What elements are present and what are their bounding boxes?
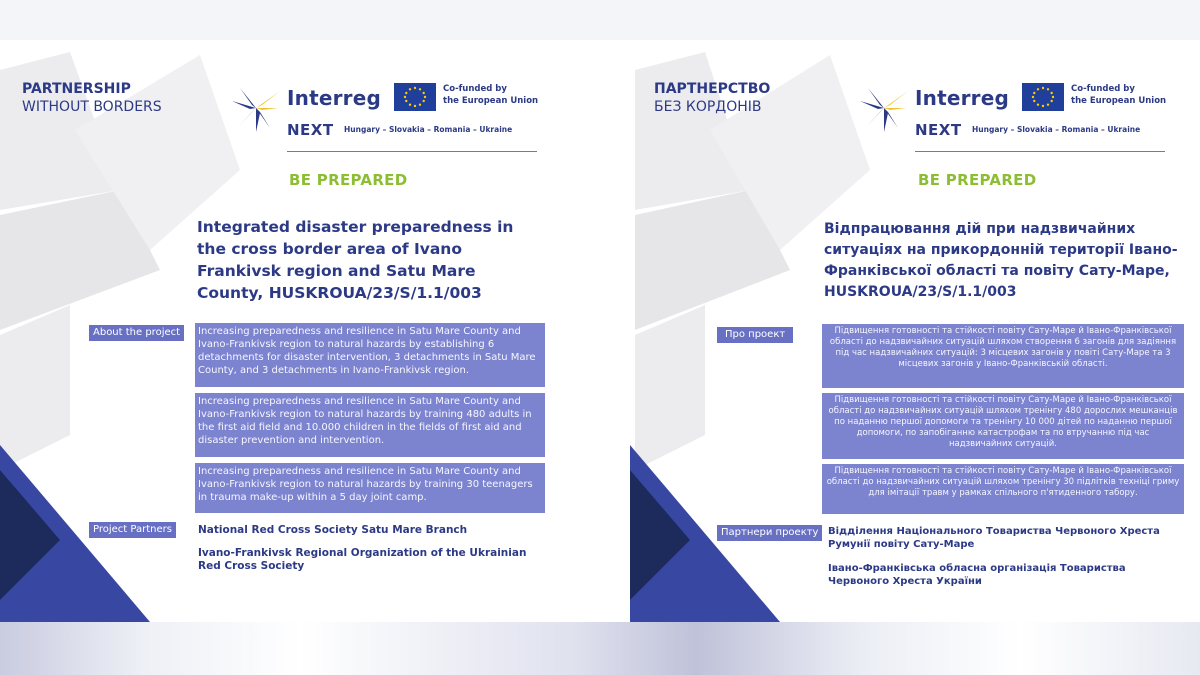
logo-divider: [287, 151, 537, 152]
about-item-3: Increasing preparedness and resilience in Satu Mare County and Ivano-Frankivsk region to natural hazards by training 30 teenagers in trauma make-up within a 5 day joint camp.: [195, 463, 545, 513]
be-prepared-heading: BE PREPARED: [289, 171, 408, 189]
about-project-label: About the project: [89, 325, 184, 341]
cofunded-line1: Co-funded by: [443, 84, 507, 94]
bottom-background-strip: [0, 622, 1200, 675]
interreg-star-icon: [230, 83, 282, 133]
top-background-strip: [0, 0, 1200, 40]
project-title: Integrated disaster preparedness in the cross border area of Ivano Frankivsk region and Satu Mare County, HUSKROUA/23/S/1.1/003: [197, 218, 514, 302]
interreg-wordmark: Interreg: [287, 86, 382, 110]
cofunded-line2: the European Union: [443, 96, 539, 106]
about-item-2: Increasing preparedness and resilience in Satu Mare County and Ivano-Frankivsk region to natural hazards by training 480 adults in the first aid field and 10.000 children in the fields of first aid and disaster prevention and intervention.: [195, 393, 545, 457]
tagline-line2: WITHOUT BORDERS: [22, 99, 162, 115]
interreg-star-icon: [858, 83, 910, 133]
next-wordmark: NEXT: [915, 121, 962, 139]
about-item-2: Підвищення готовності та стійкості повіту Сату-Маре й Івано-Франківської області до надзвичайних ситуацій шляхом тренінгу 480 дорослих мешканців по наданню першої допомоги та тренінгу 10 000 дітей по наданню першої допомоги, по запобіганню катастрофам та по втручанню під час надзвичайних ситуацій.: [822, 393, 1184, 459]
next-wordmark: NEXT: [287, 121, 334, 139]
project-partners-label: Project Partners: [89, 522, 176, 538]
be-prepared-heading: BE PREPARED: [918, 171, 1037, 189]
project-title: Відпрацювання дій при надзвичайних ситуаціях на прикордонній території Івано-Франківської області та повіту Сату-Маре, HUSKROUA/23/S/1.1/003: [824, 221, 1178, 300]
cofunded-text: [1071, 83, 1166, 107]
poster-ukrainian: [600, 40, 1200, 622]
poster-english: [0, 40, 600, 622]
partner-2: Ivano-Frankivsk Regional Organization of the Ukrainian Red Cross Society: [198, 547, 527, 572]
project-partners-label: Партнери проекту: [717, 525, 822, 541]
tagline: [22, 80, 162, 116]
partner-2: Івано-Франківська обласна організація Товариства Червоного Хреста України: [828, 563, 1126, 587]
cofunded-text: [443, 83, 538, 107]
eu-flag-icon: [1022, 83, 1064, 111]
about-item-1: Increasing preparedness and resilience in Satu Mare County and Ivano-Frankivsk region to natural hazards by establishing 6 detachments for disaster intervention, 3 detachments in Satu Mare County, and 3 detachments in Ivano-Frankivsk region.: [195, 323, 545, 387]
interreg-wordmark: Interreg: [915, 86, 1010, 110]
eu-flag-icon: [394, 83, 436, 111]
partner-1: National Red Cross Society Satu Mare Branch: [198, 524, 468, 536]
tagline-line1: ПАРТНЕРСТВО: [654, 81, 771, 97]
partner-1: Відділення Національного Товариства Червоного Хреста Румунії повіту Сату-Маре: [828, 526, 1160, 550]
about-item-3: Підвищення готовності та стійкості повіту Сату-Маре й Івано-Франківської області до надзвичайних ситуацій шляхом тренінгу 30 підлітків техніці гриму для імітації травм у рамках спільного п'ятиденного табору.: [822, 464, 1184, 514]
countries-text: Hungary – Slovakia – Romania – Ukraine: [344, 125, 513, 134]
countries-text: Hungary – Slovakia – Romania – Ukraine: [972, 125, 1141, 134]
tagline: [654, 80, 770, 116]
cofunded-line2: the European Union: [1071, 96, 1167, 106]
tagline-line2: БЕЗ КОРДОНІВ: [654, 99, 762, 115]
about-item-1: Підвищення готовності та стійкості повіту Сату-Маре й Івано-Франківської області до надзвичайних ситуацій шляхом створення 6 загонів для задіяння під час надзвичайних ситуацій: 3 місцевих загонів у повіті Сату-Маре та 3 місцевих загонів у Івано-Франківській області.: [822, 324, 1184, 388]
logo-divider: [915, 151, 1165, 152]
about-project-label: Про проект: [717, 327, 793, 343]
tagline-line1: PARTNERSHIP: [22, 81, 131, 97]
cofunded-line1: Co-funded by: [1071, 84, 1135, 94]
